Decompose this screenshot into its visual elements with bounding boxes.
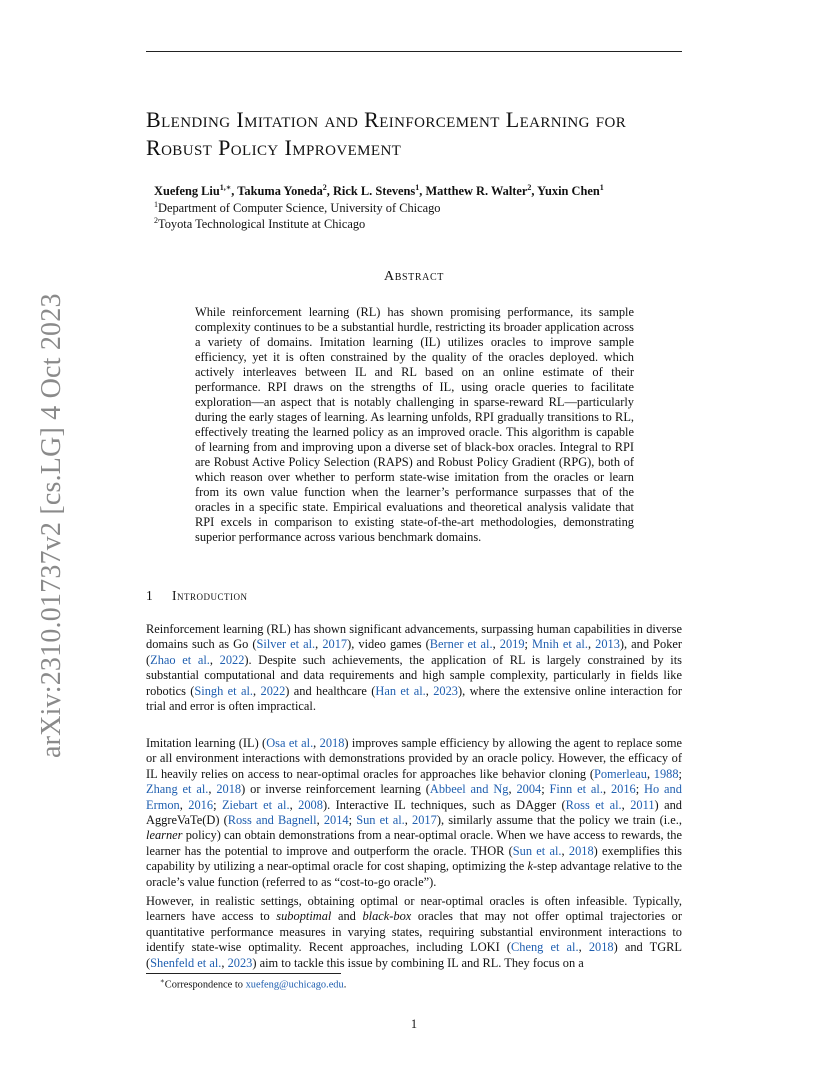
footnote-rule	[146, 973, 341, 974]
author-name: Matthew R. Walter	[425, 184, 528, 199]
top-rule	[146, 51, 682, 52]
body-text: ,	[508, 782, 517, 797]
body-text: ,	[621, 797, 631, 812]
page-number: 1	[410, 1017, 418, 1031]
body-text: policy) can obtain demonstrations from a near-optimal oracle. When we have access to rewards, the learner has the potential to improve and outperform the oracle. THOR (	[146, 828, 682, 858]
citation-link[interactable]: Cheng et al.	[510, 940, 579, 955]
body-text: ;	[213, 797, 222, 812]
citation-link[interactable]: 2008	[298, 797, 323, 812]
body-text: ;	[348, 813, 357, 828]
emphasized-text: suboptimal	[276, 909, 332, 924]
body-text: ,	[646, 766, 654, 781]
citation-link[interactable]: 2022	[219, 652, 245, 667]
author-affiliation-mark: 1,∗	[219, 183, 232, 192]
citation-link[interactable]: 2017	[322, 637, 348, 652]
body-text: ,	[578, 940, 589, 955]
body-text: ), where the extensive online interaction for trial and error is often impractical.	[146, 683, 682, 714]
body-text: ;	[524, 637, 533, 652]
body-text: ,	[316, 813, 324, 828]
author-name: Takuma Yoneda	[237, 184, 323, 199]
citation-link[interactable]: 2004	[516, 782, 542, 797]
citation-link[interactable]: Silver et al.	[256, 637, 316, 652]
citation-link[interactable]: 2016	[610, 782, 636, 797]
citation-link[interactable]: Abbeel and Ng	[429, 782, 509, 797]
citation-link[interactable]: 2013	[595, 637, 620, 652]
emphasized-text: learner	[146, 828, 183, 843]
body-text: ,	[313, 736, 320, 750]
arxiv-identifier-stamp: arXiv:2310.01737v2 [cs.LG] 4 Oct 2023	[36, 293, 67, 758]
citation-link[interactable]: 2022	[260, 683, 286, 698]
citation-link[interactable]: 2018	[319, 736, 345, 750]
correspondence-email-link[interactable]: xuefeng@uchicago.edu	[245, 979, 344, 991]
abstract-body: While reinforcement learning (RL) has shown promising performance, its sample complexity continues to be a substantial hurdle, restricting its broader application across a variety of domains. Imitation learning (IL) utilizes oracles to improve sample efficiency, yet it is often constrained by the quality of the oracles deployed. which actively interleaves between IL and RL based on an online estimate of their performance. RPI draws on the strengths of IL, using oracle queries to facilitate exploration—an aspect that is notably challenging in sparse-reward RL—particularly during the early stages of learning. As learning unfolds, RPI gradually transitions to RL, effectively treating the learned policy as an improved oracle. This algorithm is capable of learning from and improving upon a diverse set of black-box oracles. Integral to RPI are Robust Active Policy Selection (RAPS) and Robust Policy Gradient (RPG), both of which reason over whether to perform state-wise imitation from the oracles or learn from its own value function when the learner’s performance surpasses that of the oracles in a specific state. Empirical evaluations and theoretical analysis validate that RPI excels in comparison to existing state-of-the-art methodologies, demonstrating superior performance across various benchmark domains.	[195, 305, 634, 544]
affiliation-2-mark: 2	[154, 216, 158, 225]
body-text: Imitation learning (IL) (	[146, 736, 267, 750]
citation-link[interactable]: Singh et al.	[194, 683, 254, 698]
citation-link[interactable]: Shenfeld et al.	[150, 955, 222, 970]
citation-link[interactable]: 2023	[433, 683, 458, 698]
body-text: ,	[221, 955, 228, 970]
body-text: ). Interactive IL techniques, such as DAgger (	[322, 797, 566, 812]
citation-link[interactable]: Han et al.	[375, 683, 426, 698]
citation-link[interactable]: 2018	[588, 940, 614, 955]
citation-link[interactable]: Zhao et al.	[150, 652, 210, 667]
body-text: ,	[289, 797, 299, 812]
body-text: ;	[541, 782, 550, 797]
body-text: oracles that may not offer optimal trajectories or quantitative performance measures in varying states, requiring substantial environment interactions to identify state-wise optimality. Recent approaches, including LOKI (	[146, 909, 682, 955]
citation-link[interactable]: Zhang et al.	[146, 782, 209, 797]
citation-link[interactable]: 2016	[188, 797, 214, 812]
citation-link[interactable]: Berner et al.	[429, 637, 493, 652]
author-affiliation-mark: 1	[415, 183, 420, 192]
affiliation-1-mark: 1	[154, 200, 158, 209]
emphasized-text: black-box	[362, 909, 412, 924]
citation-link[interactable]: 2011	[630, 797, 655, 812]
body-text: ) and AggreVaTe(D) (	[146, 797, 682, 828]
body-text: ;	[635, 782, 645, 797]
paper-title: Blending Imitation and Reinforcement Learning for Robust Policy Improvement	[146, 107, 627, 160]
footnote-mark: ∗	[160, 977, 165, 985]
body-text: ,	[209, 652, 220, 667]
body-text: ,	[315, 637, 323, 652]
intro-paragraph-1	[146, 622, 682, 714]
body-text: ) and TGRL (	[146, 940, 682, 970]
body-text: ) or inverse reinforcement learning (	[241, 782, 430, 797]
footnote-prefix: Correspondence to	[164, 979, 246, 991]
affiliation-2	[154, 216, 694, 232]
body-text: ). Despite such achievements, the application of RL is largely constrained by its substantial computational and data requirements and high sample complexity, particularly in fields like robotics (	[146, 652, 682, 698]
body-text: ,	[404, 813, 413, 828]
affiliation-2-text: Toyota Technological Institute at Chicago	[158, 217, 366, 232]
citation-link[interactable]: Ross and Bagnell	[227, 813, 317, 828]
section-heading-introduction	[146, 588, 248, 604]
footnote-suffix: .	[343, 979, 347, 991]
emphasized-text: k	[527, 859, 533, 874]
affiliation-1-text: Department of Computer Science, University of Chicago	[158, 201, 441, 216]
citation-link[interactable]: 2018	[216, 782, 242, 797]
body-text: Reinforcement learning (RL) has shown significant advancements, surpassing human capabilities in diverse domains such as Go (	[146, 622, 682, 652]
footnote	[160, 977, 346, 990]
body-text: ), and Poker (	[146, 637, 683, 667]
citation-link[interactable]: Osa et al.	[266, 736, 314, 750]
body-text: ;	[678, 766, 682, 781]
author-affiliation-mark: 2	[322, 183, 327, 192]
abstract-heading: Abstract	[384, 269, 444, 284]
body-text: ,	[253, 683, 261, 698]
citation-link[interactable]: 2023	[227, 955, 253, 970]
body-text: ,	[602, 782, 611, 797]
citation-link[interactable]: Ho and Ermon	[146, 782, 682, 812]
author-name: Xuefeng Liu	[154, 184, 220, 199]
citation-link[interactable]: 2014	[323, 813, 349, 828]
body-text: ,	[179, 797, 189, 812]
author-name: Rick L. Stevens	[332, 184, 416, 199]
citation-link[interactable]: Ziebart et al.	[221, 797, 290, 812]
body-text: ,	[425, 683, 434, 698]
citation-link[interactable]: 2017	[412, 813, 437, 828]
affiliation-1	[154, 200, 694, 216]
body-text: ,	[208, 782, 217, 797]
citation-link[interactable]: Ross et al.	[565, 797, 622, 812]
citation-link[interactable]: 2019	[499, 637, 525, 652]
body-text: ) exemplifies this capability by utilizing a near-optimal oracle for cost shaping, optimizing the	[146, 843, 682, 874]
citation-link[interactable]: Mnih et al.	[532, 637, 588, 652]
citation-link[interactable]: 1988	[653, 766, 679, 781]
section-number: 1	[146, 588, 154, 603]
citation-link[interactable]: 2018	[568, 843, 594, 858]
author-affiliation-mark: 1	[599, 183, 604, 192]
citation-link[interactable]: Pomerleau	[593, 766, 647, 781]
citation-link[interactable]: Sun et al.	[356, 813, 405, 828]
author-list: Xuefeng Liu$^{1,∗}$, Takuma Yoneda$^2$, Rick L. Stevens$^1$, Matthew R. Walter$^2$, Yuxin Chen$^1$	[154, 183, 604, 199]
body-text: and	[331, 909, 363, 924]
body-text: ), similarly assume that the policy we train (i.e.,	[436, 813, 682, 828]
body-text: -step advantage relative to the oracle’s value function (referred to as “cost-to-go oracle”).	[146, 859, 683, 889]
body-text: ), video games (	[347, 637, 430, 652]
intro-paragraph-2	[146, 736, 682, 890]
intro-paragraph-3	[146, 894, 682, 971]
citation-link[interactable]: Finn et al.	[549, 782, 603, 797]
author-name: Yuxin Chen	[537, 184, 600, 199]
body-text: ) aim to tackle this issue by combining IL and RL. They focus on a	[252, 955, 584, 970]
section-title: Introduction	[172, 588, 248, 603]
author-affiliation-mark: 2	[527, 183, 532, 192]
body-text: However, in realistic settings, obtaining optimal or near-optimal oracles is often infeasible. Typically, learners have access to	[146, 894, 682, 924]
body-text: ) improves sample efficiency by allowing the agent to replace some or all environment interactions with demonstrations provided by an oracle policy. However, the efficacy of IL heavily relies on access to near-optimal oracles for approaches like behavior cloning (	[146, 736, 682, 781]
citation-link[interactable]: Sun et al.	[512, 843, 562, 858]
body-text: ,	[561, 843, 569, 858]
body-text: ,	[587, 637, 596, 652]
body-text: ) and healthcare (	[285, 683, 376, 698]
body-text: ,	[492, 637, 500, 652]
